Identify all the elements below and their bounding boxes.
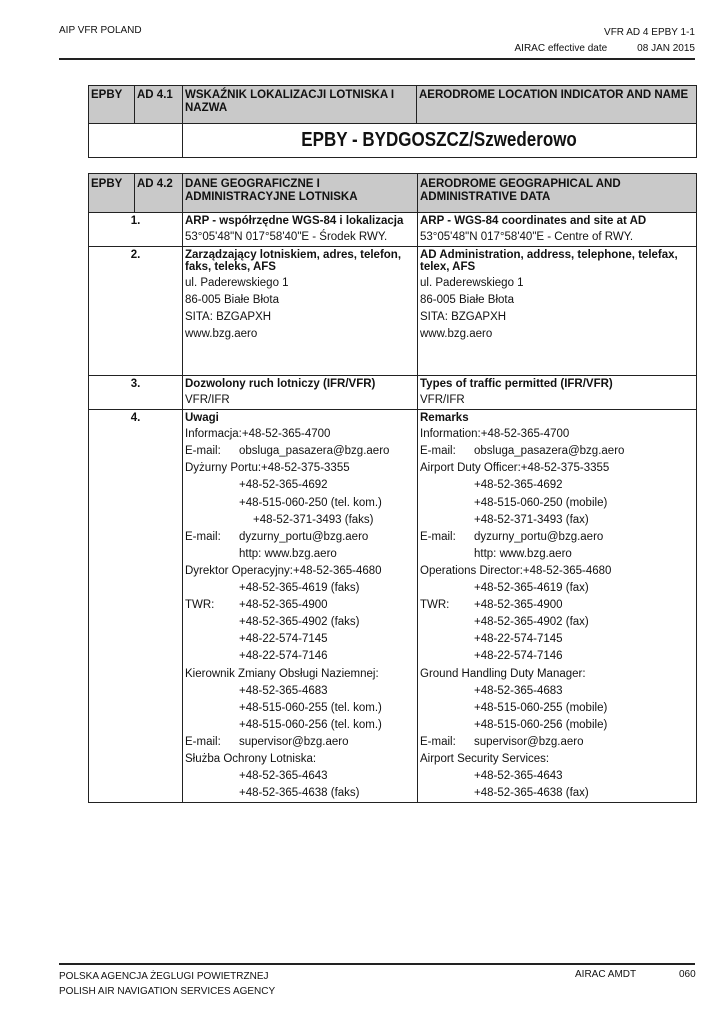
security-en: Airport Security Services: bbox=[420, 752, 550, 765]
ground-tel2-pl: +48-515-060-255 (tel. kom.) bbox=[239, 701, 382, 714]
ops-en: Operations Director:+48-52-365-4680 bbox=[420, 564, 612, 577]
s1-empty-cell bbox=[89, 124, 183, 158]
duty-fax-en: +48-52-371-3493 (fax) bbox=[474, 513, 589, 526]
twr-tel3-en: +48-22-574-7145 bbox=[474, 633, 563, 646]
http-en: http: www.bzg.aero bbox=[474, 547, 572, 560]
twr-tel1: +48-52-365-4900 bbox=[474, 599, 563, 612]
item2-www-en: www.bzg.aero bbox=[420, 328, 493, 341]
email2-row-pl bbox=[185, 529, 415, 546]
s1-title-pl: WSKAŹNIK LOKALIZACJI LOTNISKA I NAZWA bbox=[183, 86, 417, 124]
email-label: E-mail: bbox=[420, 530, 456, 543]
item3-head-pl: Dozwolony ruch lotniczy (IFR/VFR) bbox=[185, 378, 376, 391]
footer-amdt: AIRAC AMDT bbox=[575, 969, 637, 980]
s2-ref: AD 4.2 bbox=[135, 174, 183, 213]
info-pl: Informacja:+48-52-365-4700 bbox=[185, 428, 331, 441]
duty-tel2-pl: +48-52-365-4692 bbox=[239, 479, 328, 492]
ops-fax-pl: +48-52-365-4619 (faks) bbox=[239, 582, 360, 595]
ground-tel3-pl: +48-515-060-256 (tel. kom.) bbox=[239, 718, 382, 731]
ground-tel3-en: +48-515-060-256 (mobile) bbox=[474, 718, 608, 731]
item2-en bbox=[418, 247, 697, 376]
s2-code: EPBY bbox=[89, 174, 135, 213]
email-label: E-mail: bbox=[185, 735, 221, 748]
sec-tel1-en: +48-52-365-4643 bbox=[474, 770, 563, 783]
footer-agency bbox=[59, 969, 275, 999]
email-passenger: obsluga_pasazera@bzg.aero bbox=[239, 445, 390, 458]
twr-tel3-pl: +48-22-574-7145 bbox=[239, 633, 328, 646]
s2-title-pl: DANE GEOGRAFICZNE I ADMINISTRACYJNE LOTNISKA bbox=[183, 174, 418, 213]
aerodrome-name-text: EPBY - BYDGOSZCZ/Szwederowo bbox=[301, 129, 578, 151]
item1-head-en: ARP - WGS-84 coordinates and site at AD bbox=[420, 215, 647, 227]
item3-value-pl: VFR/IFR bbox=[185, 394, 230, 407]
item3-pl bbox=[183, 376, 418, 410]
item1-number: 1. bbox=[89, 213, 183, 247]
footer-page: 060 bbox=[679, 969, 696, 980]
email-label: E-mail: bbox=[185, 530, 221, 543]
item2-sita-en: SITA: BZGAPXH bbox=[420, 311, 507, 324]
item2-street-en: ul. Paderewskiego 1 bbox=[420, 277, 524, 290]
item4-en bbox=[418, 410, 697, 803]
email-passenger: obsluga_pasazera@bzg.aero bbox=[474, 445, 625, 458]
email-label: E-mail: bbox=[420, 445, 456, 458]
ground-tel2-en: +48-515-060-255 (mobile) bbox=[474, 701, 608, 714]
email-supervisor: supervisor@bzg.aero bbox=[239, 735, 349, 748]
email3-row-en bbox=[420, 734, 694, 751]
ground-tel1-pl: +48-52-365-4683 bbox=[239, 684, 328, 697]
airac-date: 08 JAN 2015 bbox=[637, 43, 695, 54]
info-en: Information:+48-52-365-4700 bbox=[420, 428, 570, 441]
email-supervisor: supervisor@bzg.aero bbox=[474, 735, 584, 748]
email-duty: dyzurny_portu@bzg.aero bbox=[474, 530, 604, 543]
ops-pl: Dyrektor Operacyjny:+48-52-365-4680 bbox=[185, 564, 382, 577]
security-pl: Służba Ochrony Lotniska: bbox=[185, 752, 317, 765]
footer-agency-pl: POLSKA AGENCJA ŻEGLUGI POWIETRZNEJ bbox=[59, 971, 269, 982]
twr-tel4-en: +48-22-574-7146 bbox=[474, 650, 563, 663]
item3-number: 3. bbox=[89, 376, 183, 410]
s1-code: EPBY bbox=[89, 86, 135, 124]
ground-tel1-en: +48-52-365-4683 bbox=[474, 684, 563, 697]
sec-fax-pl: +48-52-365-4638 (faks) bbox=[239, 787, 360, 800]
header-rule bbox=[59, 58, 695, 60]
item1-head-pl: ARP - współrzędne WGS-84 i lokalizacja bbox=[185, 215, 404, 227]
item2-head-en: AD Administration, address, telephone, telefax, telex, AFS bbox=[420, 249, 678, 274]
email1-row-pl bbox=[185, 443, 415, 460]
item1-pl bbox=[183, 213, 418, 247]
item4-head-en: Remarks bbox=[420, 412, 469, 425]
footer-rule bbox=[59, 963, 695, 965]
item1-value-pl: 53°05'48"N 017°58'40"E - Środek RWY. bbox=[185, 231, 388, 243]
s1-title-en: AERODROME LOCATION INDICATOR AND NAME bbox=[417, 86, 697, 124]
item1-value-en: 53°05'48"N 017°58'40"E - Centre of RWY. bbox=[420, 231, 634, 243]
section-ad42-table bbox=[88, 173, 697, 803]
duty-mobile-en: +48-515-060-250 (mobile) bbox=[474, 496, 608, 509]
header-right bbox=[485, 25, 695, 57]
item2-number: 2. bbox=[89, 247, 183, 376]
twr-tel4-pl: +48-22-574-7146 bbox=[239, 650, 328, 663]
item2-city-pl: 86-005 Białe Błota bbox=[185, 294, 279, 307]
sec-fax-en: +48-52-365-4638 (fax) bbox=[474, 787, 589, 800]
twr-row-en bbox=[420, 597, 694, 614]
twr-fax-en: +48-52-365-4902 (fax) bbox=[474, 616, 589, 629]
ground-en: Ground Handling Duty Manager: bbox=[420, 667, 586, 680]
item3-value-en: VFR/IFR bbox=[420, 394, 465, 407]
email-label: E-mail: bbox=[420, 735, 456, 748]
duty-tel2-en: +48-52-365-4692 bbox=[474, 479, 563, 492]
twr-label: TWR: bbox=[185, 599, 215, 612]
airac-label: AIRAC effective date bbox=[514, 43, 608, 54]
twr-row-pl bbox=[185, 597, 415, 614]
item2-pl bbox=[183, 247, 418, 376]
section-ad41-table bbox=[88, 85, 697, 158]
item2-sita-pl: SITA: BZGAPXH bbox=[185, 311, 272, 324]
email3-row-pl bbox=[185, 734, 415, 751]
sec-tel1-pl: +48-52-365-4643 bbox=[239, 770, 328, 783]
item2-head-pl: Zarządzający lotniskiem, adres, telefon, faks, teleks, AFS bbox=[185, 249, 402, 274]
twr-tel1: +48-52-365-4900 bbox=[239, 599, 328, 612]
aerodrome-name bbox=[183, 124, 697, 158]
ground-pl: Kierownik Zmiany Obsługi Naziemnej: bbox=[185, 667, 379, 680]
email2-row-en bbox=[420, 529, 694, 546]
email-label: E-mail: bbox=[185, 445, 221, 458]
item2-www-pl: www.bzg.aero bbox=[185, 328, 258, 341]
item3-en bbox=[418, 376, 697, 410]
s1-ref: AD 4.1 bbox=[135, 86, 183, 124]
airac-effective-row bbox=[485, 41, 695, 57]
item2-city-en: 86-005 Białe Błota bbox=[420, 294, 514, 307]
item2-street-pl: ul. Paderewskiego 1 bbox=[185, 277, 289, 290]
item4-number: 4. bbox=[89, 410, 183, 803]
document-reference: VFR AD 4 EPBY 1-1 bbox=[604, 27, 695, 38]
s2-title-en: AERODROME GEOGRAPHICAL AND ADMINISTRATIVE DATA bbox=[418, 174, 697, 213]
email1-row-en bbox=[420, 443, 694, 460]
footer-agency-en: POLISH AIR NAVIGATION SERVICES AGENCY bbox=[59, 986, 276, 997]
duty-fax-pl: +48-52-371-3493 (faks) bbox=[253, 513, 374, 526]
duty-en: Airport Duty Officer:+48-52-375-3355 bbox=[420, 462, 610, 475]
item4-head-pl: Uwagi bbox=[185, 412, 219, 425]
email-duty: dyzurny_portu@bzg.aero bbox=[239, 530, 369, 543]
twr-fax-pl: +48-52-365-4902 (faks) bbox=[239, 616, 360, 629]
duty-mobile-pl: +48-515-060-250 (tel. kom.) bbox=[239, 496, 382, 509]
ops-fax-en: +48-52-365-4619 (fax) bbox=[474, 582, 589, 595]
item4-pl bbox=[183, 410, 418, 803]
header-left: AIP VFR POLAND bbox=[59, 25, 142, 36]
item3-head-en: Types of traffic permitted (IFR/VFR) bbox=[420, 378, 613, 391]
item1-en bbox=[418, 213, 697, 247]
http-pl: http: www.bzg.aero bbox=[239, 547, 337, 560]
twr-label: TWR: bbox=[420, 599, 450, 612]
duty-pl: Dyżurny Portu:+48-52-375-3355 bbox=[185, 462, 350, 475]
